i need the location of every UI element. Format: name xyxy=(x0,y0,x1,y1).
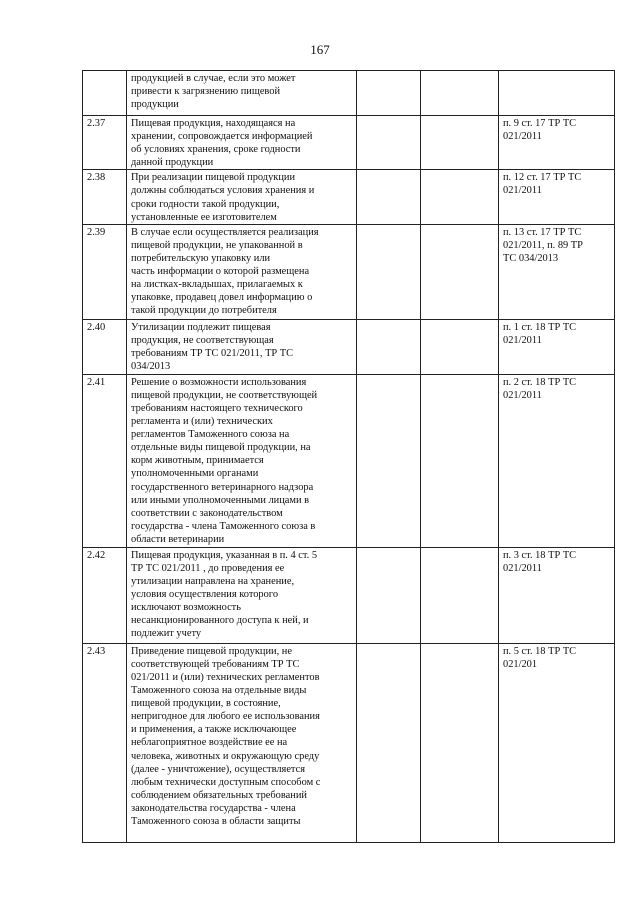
requirement-text: При реализации пищевой продукции должны соблюдаться условия хранения и сроки годности такой продукции, установленные ее изготовителем xyxy=(127,170,357,224)
requirement-text: Приведение пищевой продукции, не соответствующей требованиям ТР ТС 021/2011 и (или) технических регламентов Таможенного союза на отдельные виды пищевой продукции, в состояние, непригодное для любого ее использования и применения, а также исключающее неблагоприятное воздействие ее на человека, животных и окружающую среду (далее - уничтожение), осуществляется любым технически доступным способом с соблюдением обязательных требований законодательства государства - члена Таможенного союза в области защиты xyxy=(127,643,357,842)
answer-cell[interactable] xyxy=(357,224,421,319)
requirement-text: Утилизации подлежит пищевая продукция, не соответствующая требованиям ТР ТС 021/2011, ТР ТС 034/2013 xyxy=(127,319,357,374)
row-number xyxy=(83,71,127,116)
row-number: 2.41 xyxy=(83,374,127,547)
table-row xyxy=(83,319,615,374)
row-number: 2.42 xyxy=(83,547,127,643)
requirements-table xyxy=(82,70,615,843)
requirement-text: продукцией в случае, если это может привести к загрязнению пищевой продукции xyxy=(127,71,357,116)
answer-cell[interactable] xyxy=(357,71,421,116)
row-number: 2.38 xyxy=(83,170,127,224)
row-number: 2.37 xyxy=(83,116,127,170)
legal-reference: п. 12 ст. 17 ТР ТС 021/2011 xyxy=(499,170,615,224)
answer-cell[interactable] xyxy=(421,547,499,643)
row-number: 2.39 xyxy=(83,224,127,319)
legal-reference: п. 3 ст. 18 ТР ТС 021/2011 xyxy=(499,547,615,643)
answer-cell[interactable] xyxy=(357,547,421,643)
answer-cell[interactable] xyxy=(421,643,499,842)
table-row xyxy=(83,116,615,170)
requirement-text: Пищевая продукция, находящаяся на хранении, сопровождается информацией об условиях хранения, сроке годности данной продукции xyxy=(127,116,357,170)
requirement-text: Решение о возможности использования пищевой продукции, не соответствующей требованиям настоящего технического регламента и (или) технических регламентов Таможенного союза на отдельные виды пищевой продукции, на корм животным, принимается уполномоченными органами государственного ветеринарного надзора или иными уполномоченными лицами в соответствии с законодательством государства - члена Таможенного союза в области ветеринарии xyxy=(127,374,357,547)
legal-reference: п. 5 ст. 18 ТР ТС 021/201 xyxy=(499,643,615,842)
table-row xyxy=(83,224,615,319)
table-row xyxy=(83,170,615,224)
answer-cell[interactable] xyxy=(357,170,421,224)
legal-reference: п. 9 ст. 17 ТР ТС 021/2011 xyxy=(499,116,615,170)
answer-cell[interactable] xyxy=(357,319,421,374)
table-row xyxy=(83,374,615,547)
answer-cell[interactable] xyxy=(421,170,499,224)
page-number: 167 xyxy=(310,42,330,57)
answer-cell[interactable] xyxy=(357,374,421,547)
legal-reference xyxy=(499,71,615,116)
table-row xyxy=(83,71,615,116)
answer-cell[interactable] xyxy=(357,116,421,170)
row-number: 2.43 xyxy=(83,643,127,842)
answer-cell[interactable] xyxy=(421,224,499,319)
table-row xyxy=(83,643,615,842)
answer-cell[interactable] xyxy=(357,643,421,842)
requirement-text: В случае если осуществляется реализация пищевой продукции, не упакованной в потребительскую упаковку или часть информации о которой размещена на листках-вкладышах, прилагаемых к упаковке, продавец довел информацию о такой продукции до потребителя xyxy=(127,224,357,319)
requirement-text: Пищевая продукция, указанная в п. 4 ст. 5 ТР ТС 021/2011 , до проведения ее утилизации направлена на хранение, условия осуществления которого исключают возможность несанкционированного доступа к ней, и подлежит учету xyxy=(127,547,357,643)
answer-cell[interactable] xyxy=(421,116,499,170)
answer-cell[interactable] xyxy=(421,319,499,374)
legal-reference: п. 2 ст. 18 ТР ТС 021/2011 xyxy=(499,374,615,547)
legal-reference: п. 13 ст. 17 ТР ТС 021/2011, п. 89 ТР ТС 034/2013 xyxy=(499,224,615,319)
row-number: 2.40 xyxy=(83,319,127,374)
answer-cell[interactable] xyxy=(421,374,499,547)
table-row xyxy=(83,547,615,643)
answer-cell[interactable] xyxy=(421,71,499,116)
legal-reference: п. 1 ст. 18 ТР ТС 021/2011 xyxy=(499,319,615,374)
